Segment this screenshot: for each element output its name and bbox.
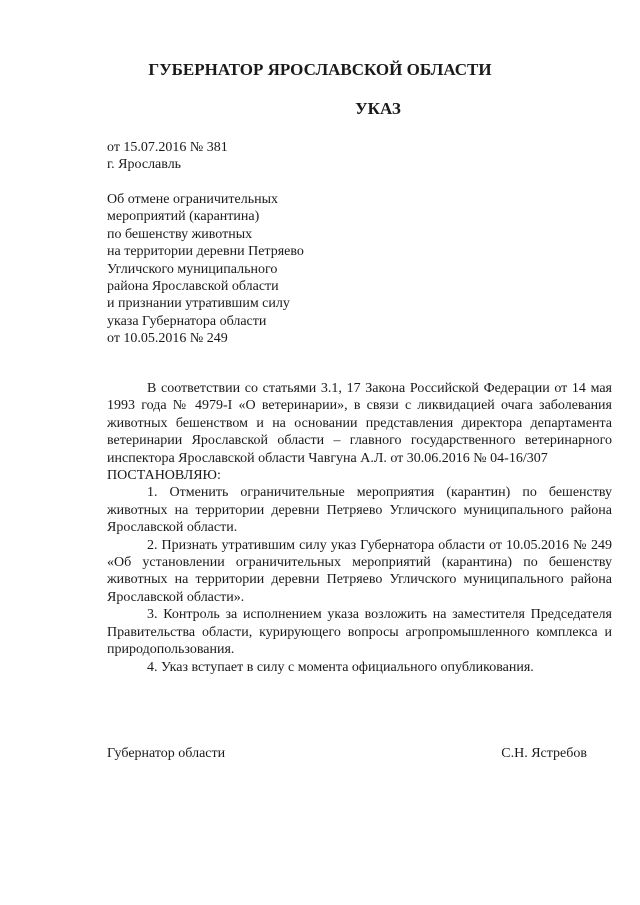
document-city: г. Ярославль [107,157,182,173]
subject-line: и признании утратившим силу [107,296,290,312]
subject-line: на территории деревни Петряево [107,244,304,260]
decree-item-3: 3. Контроль за исполнением указа возложить на заместителя Председателя Правительства области, курирующего вопросы агропромышленного комплекса и природопользования. [107,607,612,658]
subject-line: мероприятий (карантина) [107,209,260,225]
document-meta [107,139,228,174]
document-issuer-title: ГУБЕРНАТОР ЯРОСЛАВСКОЙ ОБЛАСТИ [148,60,492,79]
subject-line: указа Губернатора области [107,313,267,329]
signatory-name: С.Н. Ястребов [501,746,587,761]
document-subject [107,191,367,348]
decree-word: ПОСТАНОВЛЯЮ: [107,468,221,484]
preamble-paragraph: В соответствии со статьями 3.1, 17 Закона Российской Федерации от 14 мая 1993 года № 4979-I «О ветеринарии», в связи с ликвидацией очага заболевания животных бешенством и на основании представления директора департамента ветеринарии Ярославской области – главного государственного ветеринарного инспектора Ярославской области Чавгуна А.Л. от 30.06.2016 № 04-16/307 [107,381,612,466]
document-date-number: от 15.07.2016 № 381 [107,140,228,155]
decree-item-2: 2. Признать утратившим силу указ Губернатора области от 10.05.2016 № 249 «Об установлении ограничительных мероприятий (карантина) по бешенству животных на территории деревни Петряево Угличского муниципального района Ярославской области». [107,537,612,605]
document-type-title: УКАЗ [355,99,401,118]
signatory-role: Губернатор области [107,746,226,761]
subject-line: по бешенству животных [107,226,253,242]
decree-item-4: 4. Указ вступает в силу с момента официального опубликования. [147,659,534,675]
subject-line: Угличского муниципального [107,261,278,277]
subject-line: от 10.05.2016 № 249 [107,331,228,347]
document-body [107,380,612,676]
decree-item-1: 1. Отменить ограничительные мероприятия (карантин) по бешенству животных на территории деревни Петряево Угличского муниципального района Ярославской области. [107,485,612,536]
subject-line: района Ярославской области [107,279,279,295]
subject-line: Об отмене ограничительных [107,192,279,207]
